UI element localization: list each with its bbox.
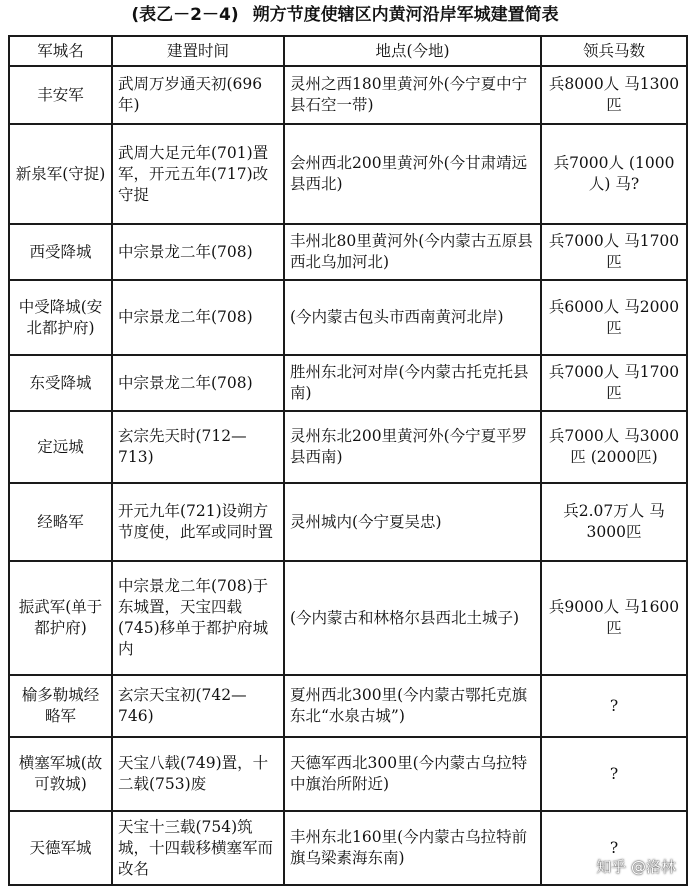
header-time: 建置时间 (112, 36, 284, 66)
troops: ? (541, 675, 687, 737)
location: 丰州北80里黄河外(今内蒙古五原县西北乌加河北) (284, 224, 541, 280)
watermark: 知乎 @洛林 (596, 858, 676, 876)
build-time: 中宗景龙二年(708) (112, 280, 284, 355)
table-row (9, 737, 687, 811)
city-name: 定远城 (9, 411, 112, 483)
city-name: 新泉军(守捉) (9, 124, 112, 224)
location: (今内蒙古包头市西南黄河北岸) (284, 280, 541, 355)
header-row (9, 36, 687, 66)
location: 夏州西北300里(今内蒙古鄂托克旗东北“水泉古城”) (284, 675, 541, 737)
city-name: 东受降城 (9, 355, 112, 411)
build-time: 武周大足元年(701)置军，开元五年(717)改守捉 (112, 124, 284, 224)
build-time: 玄宗先天时(712—713) (112, 411, 284, 483)
troops: 兵7000人 (1000人) 马? (541, 124, 687, 224)
build-time: 开元九年(721)设朔方节度使，此军或同时置 (112, 483, 284, 561)
table-title-text: 朔方节度使辖区内黄河沿岸军城建置简表 (252, 5, 559, 25)
build-time: 武周万岁通天初(696年) (112, 66, 284, 124)
header-troops: 领兵马数 (541, 36, 687, 66)
troops: ? (541, 811, 687, 885)
location: 天德军西北300里(今内蒙古乌拉特中旗治所附近) (284, 737, 541, 811)
city-name: 中受降城(安北都护府) (9, 280, 112, 355)
troops: 兵2.07万人 马3000匹 (541, 483, 687, 561)
table-row (9, 355, 687, 411)
table-code: (表乙－2－4) (131, 5, 239, 25)
city-name: 西受降城 (9, 224, 112, 280)
table-row (9, 224, 687, 280)
build-time: 天宝八载(749)置，十二载(753)废 (112, 737, 284, 811)
build-time: 中宗景龙二年(708) (112, 224, 284, 280)
table-title (0, 2, 690, 28)
build-time: 中宗景龙二年(708)于东城置，天宝四载(745)移单于都护府城内 (112, 561, 284, 675)
header-city: 军城名 (9, 36, 112, 66)
military-cities-table (8, 35, 688, 886)
table-row (9, 280, 687, 355)
city-name: 丰安军 (9, 66, 112, 124)
location: 灵州之西180里黄河外(今宁夏中宁县石空一带) (284, 66, 541, 124)
build-time: 玄宗天宝初(742—746) (112, 675, 284, 737)
table-row (9, 411, 687, 483)
table-row (9, 483, 687, 561)
city-name: 经略军 (9, 483, 112, 561)
city-name: 榆多勒城经略军 (9, 675, 112, 737)
troops: 兵7000人 马1700匹 (541, 224, 687, 280)
troops: 兵9000人 马1600匹 (541, 561, 687, 675)
troops: ? (541, 737, 687, 811)
troops: 兵6000人 马2000匹 (541, 280, 687, 355)
build-time: 天宝十三载(754)筑城，十四载移横塞军而改名 (112, 811, 284, 885)
troops: 兵7000人 马3000匹 (2000匹) (541, 411, 687, 483)
troops: 兵8000人 马1300匹 (541, 66, 687, 124)
header-location: 地点(今地) (284, 36, 541, 66)
location: 灵州城内(今宁夏吴忠) (284, 483, 541, 561)
table-row (9, 561, 687, 675)
city-name: 天德军城 (9, 811, 112, 885)
table-row (9, 675, 687, 737)
table-row (9, 124, 687, 224)
location: 会州西北200里黄河外(今甘肃靖远县西北) (284, 124, 541, 224)
troops: 兵7000人 马1700匹 (541, 355, 687, 411)
location: 灵州东北200里黄河外(今宁夏平罗县西南) (284, 411, 541, 483)
location: 胜州东北河对岸(今内蒙古托克托县南) (284, 355, 541, 411)
table-row (9, 66, 687, 124)
location: (今内蒙古和林格尔县西北土城子) (284, 561, 541, 675)
city-name: 振武军(单于都护府) (9, 561, 112, 675)
table-row (9, 811, 687, 885)
build-time: 中宗景龙二年(708) (112, 355, 284, 411)
location: 丰州东北160里(今内蒙古乌拉特前旗乌梁素海东南) (284, 811, 541, 885)
city-name: 横塞军城(故可敦城) (9, 737, 112, 811)
